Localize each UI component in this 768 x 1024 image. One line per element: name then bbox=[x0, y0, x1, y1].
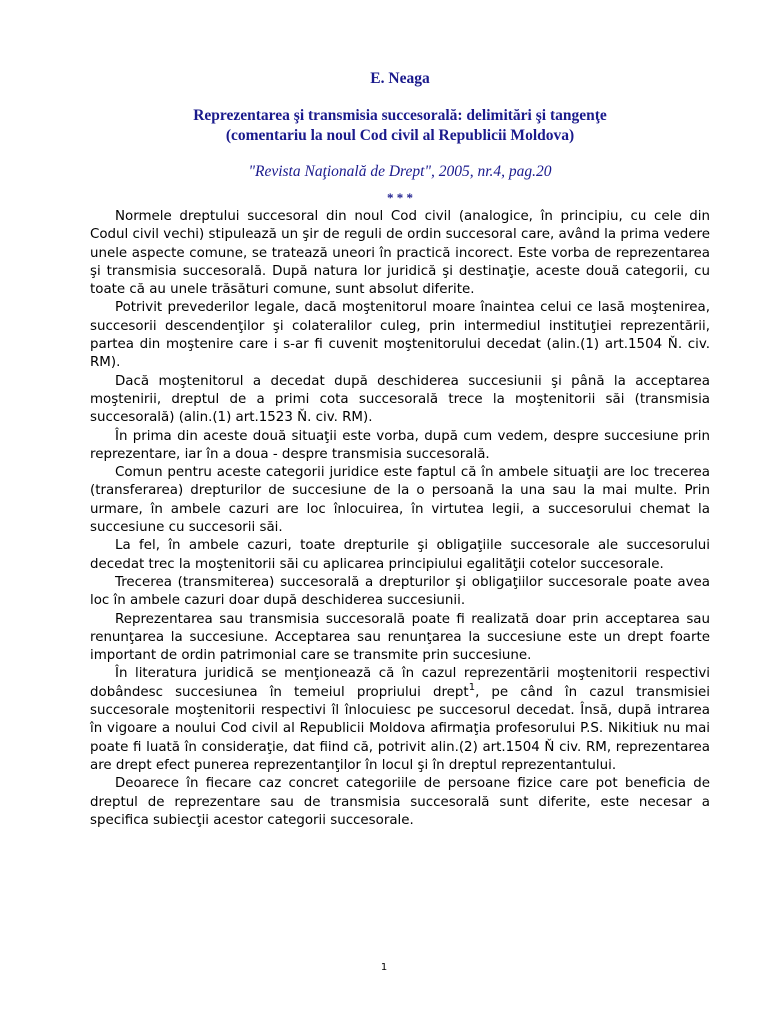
paragraph-9-text-before: În literatura juridică se menţionează că în cazul reprezentării moştenitorii respectivi dobândesc succesiunea în temeiul propriului drept bbox=[90, 666, 710, 700]
author-name: E. Neaga bbox=[370, 70, 430, 87]
paragraph-2: Potrivit prevederilor legale, dacă moştenitorul moare înaintea celui ce lasă moştenirea, succesorii descendenţilor şi colateralilor culeg, prin intermediul instituţiei reprezentării, partea din moştenire care i s-ar fi cuvenit moştenitorului decedat (alin.(1) art.1504 Ň. civ. RM). bbox=[90, 300, 710, 371]
paragraph-4: În prima din aceste două situaţii este vorba, după cum vedem, despre succesiune prin reprezentare, iar în a doua - despre transmisia succesorală. bbox=[90, 428, 710, 462]
publication-source: "Revista Naţională de Drept", 2005, nr.4, pag.20 bbox=[248, 163, 552, 180]
article-title bbox=[90, 106, 710, 146]
paragraph-10: Deoarece în fiecare caz concret categoriile de persoane fizice care pot beneficia de dreptul de reprezentare sau de transmisia succesorală sunt diferite, este necesar a specifica subiecţii acestor categorii succesorale. bbox=[90, 776, 710, 828]
paragraph-9 bbox=[90, 665, 710, 775]
paragraph-9-text-after: , pe când în cazul transmisiei succesorale moştenitorii respectivi îl înlocuiesc pe succesorul decedat. Însă, după intrarea în vigoare a noului Cod civil al Republicii Moldova afirmaţia profesorului P.S. Nikitiuk nu mai poate fi luată în consideraţie, dat fiind că, potrivit alin.(2) art.1504 Ň civ. RM, reprezentarea are drept efect punerea reprezentanţilor în locul şi în dreptul reprezentantului. bbox=[90, 684, 710, 773]
paragraph-8: Reprezentarea sau transmisia succesorală poate fi realizată doar prin acceptarea sau renunţarea la succesiune. Acceptarea sau renunţarea la succesiune este un drept foarte important de ordin patrimonial care se transmite prin succesiune. bbox=[90, 611, 710, 664]
article-title-line-2: (comentariu la noul Cod civil al Republicii Moldova) bbox=[225, 127, 575, 144]
paragraph-1: Normele dreptului succesoral din noul Cod civil (analogice, în principiu, cu cele din Codul civil vechi) stipulează un şir de reguli de ordin succesoral care, având la prima vedere unele aspecte comune, se tratează uneori în practică incorect. Este vorba de reprezentarea şi transmisia succesorală. După natura lor juridică şi destinaţie, aceste două categorii, cu toate că au unele trăsături comune, sunt absolut diferite. bbox=[90, 209, 710, 298]
paragraph-3: Dacă moştenitorul a decedat după deschiderea succesiunii şi până la acceptarea moştenirii, dreptul de a primi cota succesorală trece la moştenitorii săi (transmisia succesorală) (alin.(1) art.1523 Ň. civ. RM). bbox=[90, 373, 710, 426]
section-separator: * * * bbox=[387, 190, 413, 205]
page-number: 1 bbox=[380, 962, 388, 973]
document-page bbox=[90, 68, 710, 830]
footnote-reference[interactable]: 1 bbox=[468, 681, 476, 693]
paragraph-7: Trecerea (transmiterea) succesorală a drepturilor şi obligaţiilor succesorale poate avea loc în ambele cazuri doar după deschiderea succesiunii. bbox=[90, 574, 710, 609]
paragraph-6: La fel, în ambele cazuri, toate drepturile şi obligaţiile succesorale ale succesorului decedat trec la moştenitorii săi cu aplicarea principiului egalităţii cotelor succesorale. bbox=[90, 538, 710, 572]
article-title-line-1: Reprezentarea şi transmisia succesorală: delimitări şi tangenţe bbox=[193, 107, 607, 124]
paragraph-5: Comun pentru aceste categorii juridice este faptul că în ambele situaţii are loc trecerea (transferarea) drepturilor de succesiune de la o persoană la una sau la mai multe. Prin urmare, în ambele cazuri are loc înlocuirea, în virtutea legii, a succesorului chemat la succesiune cu succesorii săi. bbox=[90, 465, 710, 536]
article-body bbox=[90, 208, 710, 830]
